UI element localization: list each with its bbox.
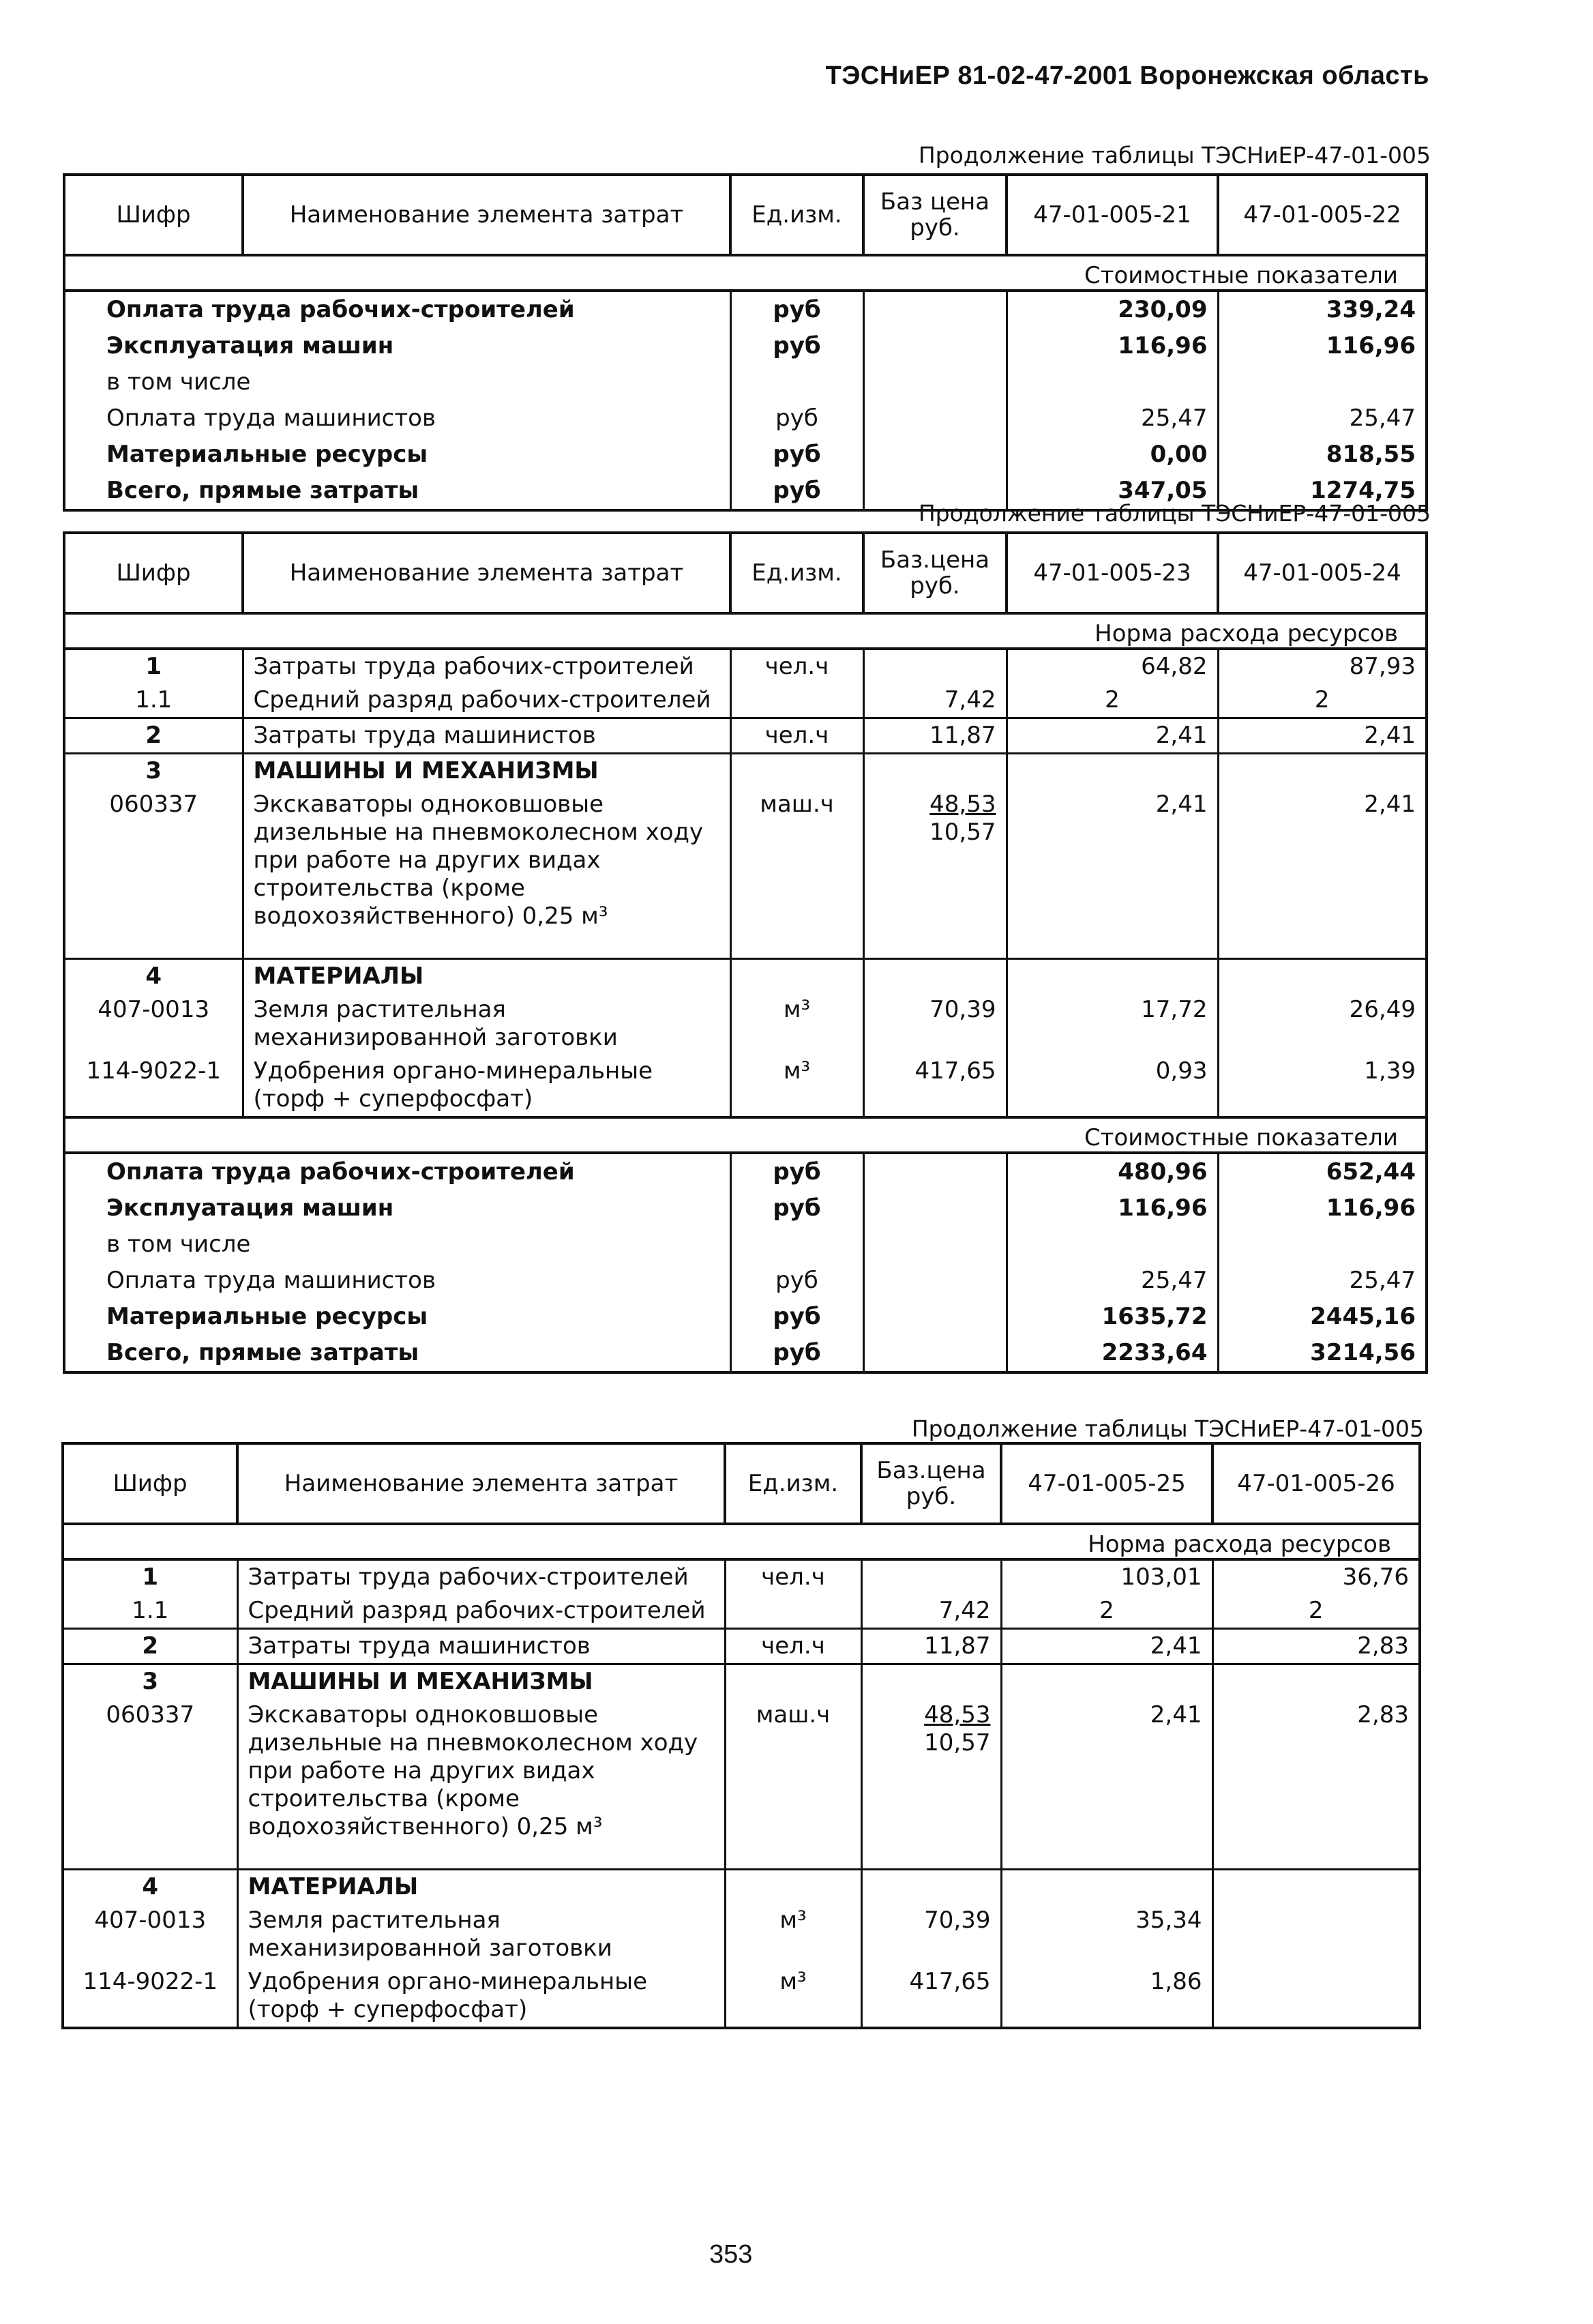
- table-1: [63, 173, 1428, 512]
- col-unit-header: Ед.изм.: [730, 175, 863, 255]
- cost-name: Эксплуатация машин: [64, 1190, 730, 1226]
- col-code-2-header: 47-01-005-24: [1218, 533, 1427, 613]
- group-header-row: [63, 1664, 1420, 1699]
- resource-price: 48,53: [924, 1701, 991, 1729]
- col-name-header: Наименование элемента затрат: [243, 533, 730, 613]
- resource-name: Затраты труда машинистов: [243, 718, 730, 754]
- resource-unit: [730, 683, 863, 718]
- cost-price: [863, 1226, 1007, 1263]
- cost-name: в том числе: [64, 364, 730, 400]
- table-3-caption: Продолжение таблицы ТЭСНиЕР-47-01-005: [911, 1415, 1424, 1442]
- resource-row: [64, 1055, 1427, 1117]
- col-code-header: Шифр: [63, 1443, 237, 1524]
- resource-value-2: 26,49: [1218, 993, 1427, 1055]
- cost-price: [863, 1263, 1007, 1299]
- resource-code: 1: [63, 1559, 237, 1594]
- resource-unit: маш.ч: [725, 1698, 861, 1870]
- cost-value-2: 25,47: [1218, 400, 1427, 437]
- cost-value-1: 116,96: [1007, 1190, 1218, 1226]
- resource-price: 11,87: [861, 1629, 1001, 1664]
- resource-value-1: 1,86: [1001, 1965, 1212, 2028]
- resource-row: [64, 788, 1427, 959]
- resource-unit: м³: [725, 1904, 861, 1965]
- col-unit-header: Ед.изм.: [725, 1443, 861, 1524]
- col-code-header: Шифр: [64, 533, 243, 613]
- cost-name: Всего, прямые затраты: [64, 473, 730, 510]
- resource-row: [64, 649, 1427, 683]
- group-name: МАШИНЫ И МЕХАНИЗМЫ: [237, 1664, 725, 1699]
- cost-value-2: 2445,16: [1218, 1299, 1427, 1335]
- cost-price: [863, 364, 1007, 400]
- cost-unit: руб: [730, 473, 863, 510]
- cost-row: [64, 1226, 1427, 1263]
- cost-row: [64, 437, 1427, 473]
- resource-code: 060337: [63, 1698, 237, 1870]
- resource-value-1: 103,01: [1001, 1559, 1212, 1594]
- resource-value-1: 17,72: [1007, 993, 1218, 1055]
- resource-price: 48,53: [929, 791, 996, 818]
- resource-code: 407-0013: [63, 1904, 237, 1965]
- col-code-2-header: 47-01-005-26: [1212, 1443, 1420, 1524]
- col-code-1-header: 47-01-005-21: [1007, 175, 1218, 255]
- resource-row: [63, 1904, 1420, 1965]
- resource-price: 70,39: [863, 993, 1007, 1055]
- cost-price: [863, 400, 1007, 437]
- resource-value-1: 2: [1001, 1594, 1212, 1629]
- resource-value-2: [1212, 1965, 1420, 2028]
- resource-value-1: 2: [1007, 683, 1218, 718]
- cost-name: Оплата труда рабочих-строителей: [64, 291, 730, 328]
- cost-unit: руб: [730, 1299, 863, 1335]
- resource-value-2: 2: [1212, 1594, 1420, 1629]
- cost-unit: руб: [730, 1335, 863, 1372]
- resource-name: Затраты труда машинистов: [237, 1629, 725, 1664]
- cost-value-1: 347,05: [1007, 473, 1218, 510]
- page-header: ТЭСНиЕР 81-02-47-2001 Воронежская область: [825, 61, 1429, 90]
- resource-value-1: 2,41: [1007, 788, 1218, 959]
- resource-value-2: 2: [1218, 683, 1427, 718]
- resource-name: Земля растительная механизированной заготовки: [243, 993, 730, 1055]
- cost-name: Оплата труда рабочих-строителей: [64, 1153, 730, 1190]
- col-code-1-header: 47-01-005-23: [1007, 533, 1218, 613]
- table-2-totals: [64, 1153, 1427, 1372]
- resource-code: 2: [64, 718, 243, 754]
- resource-value-2: 2,41: [1218, 718, 1427, 754]
- resource-row: [63, 1629, 1420, 1664]
- cost-row: [64, 1299, 1427, 1335]
- group-code: 4: [63, 1870, 237, 1904]
- cost-value-2: [1218, 364, 1427, 400]
- cost-value-1: 116,96: [1007, 328, 1218, 364]
- col-price-header: Баз.цена руб.: [863, 533, 1007, 613]
- resource-value-1: 2,41: [1001, 1629, 1212, 1664]
- cost-name: в том числе: [64, 1226, 730, 1263]
- cost-value-2: 818,55: [1218, 437, 1427, 473]
- resource-value-1: 2,41: [1001, 1698, 1212, 1870]
- cost-row: [64, 400, 1427, 437]
- resource-price: [863, 649, 1007, 683]
- resource-code: 114-9022-1: [64, 1055, 243, 1117]
- cost-name: Оплата труда машинистов: [64, 400, 730, 437]
- resource-unit: чел.ч: [725, 1559, 861, 1594]
- cost-value-1: 2233,64: [1007, 1335, 1218, 1372]
- col-code-2-header: 47-01-005-22: [1218, 175, 1427, 255]
- cost-price: [863, 1190, 1007, 1226]
- resource-row: [63, 1594, 1420, 1629]
- group-code: 3: [63, 1664, 237, 1699]
- resource-unit: [725, 1594, 861, 1629]
- cost-price: [863, 1153, 1007, 1190]
- col-name-header: Наименование элемента затрат: [237, 1443, 725, 1524]
- cost-value-1: [1007, 364, 1218, 400]
- cost-value-2: [1218, 1226, 1427, 1263]
- cost-unit: руб: [730, 328, 863, 364]
- resource-price-operator: 10,57: [929, 819, 996, 846]
- cost-unit: руб: [730, 437, 863, 473]
- resource-name: Экскаваторы одноковшовые дизельные на пневмоколесном ходу при работе на других видах строительства (кроме водохозяйственного) 0,25 м³: [237, 1698, 725, 1870]
- resource-unit: маш.ч: [730, 788, 863, 959]
- cost-name: Материальные ресурсы: [64, 437, 730, 473]
- cost-unit: руб: [730, 1190, 863, 1226]
- resource-value-2: 2,83: [1212, 1698, 1420, 1870]
- cost-value-2: 116,96: [1218, 1190, 1427, 1226]
- resource-code: 2: [63, 1629, 237, 1664]
- cost-value-1: 1635,72: [1007, 1299, 1218, 1335]
- cost-price: [863, 328, 1007, 364]
- col-unit-header: Ед.изм.: [730, 533, 863, 613]
- cost-section-label: Стоимостные показатели: [64, 255, 1427, 291]
- cost-name: Всего, прямые затраты: [64, 1335, 730, 1372]
- cost-name: Эксплуатация машин: [64, 328, 730, 364]
- resource-name: Земля растительная механизированной заготовки: [237, 1904, 725, 1965]
- table-1-caption: Продолжение таблицы ТЭСНиЕР-47-01-005: [918, 142, 1431, 168]
- cost-price: [863, 1299, 1007, 1335]
- resource-row: [64, 683, 1427, 718]
- group-name: МАТЕРИАЛЫ: [237, 1870, 725, 1904]
- resource-code: 1: [64, 649, 243, 683]
- cost-price: [863, 1335, 1007, 1372]
- resource-code: 1.1: [64, 683, 243, 718]
- group-name: МАТЕРИАЛЫ: [243, 959, 730, 994]
- cost-value-1: 480,96: [1007, 1153, 1218, 1190]
- resource-price: 70,39: [861, 1904, 1001, 1965]
- table-2-caption: Продолжение таблицы ТЭСНиЕР-47-01-005: [918, 500, 1431, 527]
- resource-row: [63, 1559, 1420, 1594]
- resource-value-2: 2,41: [1218, 788, 1427, 959]
- resource-price: 417,65: [861, 1965, 1001, 2028]
- cost-unit: [730, 364, 863, 400]
- cost-value-1: [1007, 1226, 1218, 1263]
- col-name-header: Наименование элемента затрат: [243, 175, 730, 255]
- resource-name: Затраты труда рабочих-строителей: [237, 1559, 725, 1594]
- resource-value-1: 2,41: [1007, 718, 1218, 754]
- cost-value-2: 3214,56: [1218, 1335, 1427, 1372]
- resource-name: Экскаваторы одноковшовые дизельные на пневмоколесном ходу при работе на других видах строительства (кроме водохозяйственного) 0,25 м³: [243, 788, 730, 959]
- col-price-header: Баз.цена руб.: [861, 1443, 1001, 1524]
- cost-section-label: Стоимостные показатели: [64, 1117, 1427, 1153]
- cost-row: [64, 1153, 1427, 1190]
- group-name: МАШИНЫ И МЕХАНИЗМЫ: [243, 754, 730, 789]
- cost-row: [64, 1263, 1427, 1299]
- resource-code: 407-0013: [64, 993, 243, 1055]
- cost-unit: руб: [730, 1153, 863, 1190]
- resource-price: 417,65: [863, 1055, 1007, 1117]
- cost-unit: руб: [730, 400, 863, 437]
- cost-row: [64, 328, 1427, 364]
- resource-unit: м³: [730, 993, 863, 1055]
- table-2: [63, 531, 1428, 1374]
- resource-code: 060337: [64, 788, 243, 959]
- norm-section-label: Норма расхода ресурсов: [64, 613, 1427, 649]
- resource-code: 114-9022-1: [63, 1965, 237, 2028]
- cost-unit: [730, 1226, 863, 1263]
- cost-value-2: 339,24: [1218, 291, 1427, 328]
- resource-unit: чел.ч: [730, 649, 863, 683]
- cost-value-1: 25,47: [1007, 1263, 1218, 1299]
- resource-value-2: 1,39: [1218, 1055, 1427, 1117]
- resource-value-2: 87,93: [1218, 649, 1427, 683]
- resource-price: 7,42: [863, 683, 1007, 718]
- resource-name: Средний разряд рабочих-строителей: [243, 683, 730, 718]
- resource-value-2: [1212, 1904, 1420, 1965]
- resource-name: Затраты труда рабочих-строителей: [243, 649, 730, 683]
- resource-unit: м³: [725, 1965, 861, 2028]
- cost-row: [64, 291, 1427, 328]
- table-1-totals: [64, 291, 1427, 510]
- cost-price: [863, 291, 1007, 328]
- group-code: 3: [64, 754, 243, 789]
- resource-price: 11,87: [863, 718, 1007, 754]
- cost-value-2: 116,96: [1218, 328, 1427, 364]
- resource-name: Удобрения органо-минеральные (торф + суперфосфат): [237, 1965, 725, 2028]
- cost-unit: руб: [730, 1263, 863, 1299]
- group-header-row: [64, 754, 1427, 789]
- cost-value-1: 25,47: [1007, 400, 1218, 437]
- resource-name: Удобрения органо-минеральные (торф + суперфосфат): [243, 1055, 730, 1117]
- cost-row: [64, 1190, 1427, 1226]
- resource-value-2: 2,83: [1212, 1629, 1420, 1664]
- resource-row: [63, 1698, 1420, 1870]
- resource-name: Средний разряд рабочих-строителей: [237, 1594, 725, 1629]
- group-header-row: [64, 959, 1427, 994]
- table-3: [61, 1442, 1421, 2029]
- cost-row: [64, 364, 1427, 400]
- table-header-row: [64, 175, 1427, 255]
- resource-row: [63, 1965, 1420, 2028]
- resource-row: [64, 718, 1427, 754]
- col-price-header: Баз цена руб.: [863, 175, 1007, 255]
- cost-value-2: 1274,75: [1218, 473, 1427, 510]
- group-header-row: [63, 1870, 1420, 1904]
- group-code: 4: [64, 959, 243, 994]
- resource-unit: м³: [730, 1055, 863, 1117]
- cost-name: Оплата труда машинистов: [64, 1263, 730, 1299]
- resource-price: [861, 1559, 1001, 1594]
- norm-section-label: Норма расхода ресурсов: [63, 1524, 1420, 1559]
- cost-value-2: 652,44: [1218, 1153, 1427, 1190]
- resource-value-1: 35,34: [1001, 1904, 1212, 1965]
- resource-price-operator: 10,57: [924, 1729, 991, 1756]
- cost-value-1: 230,09: [1007, 291, 1218, 328]
- resource-unit: чел.ч: [725, 1629, 861, 1664]
- resource-value-1: 0,93: [1007, 1055, 1218, 1117]
- resource-code: 1.1: [63, 1594, 237, 1629]
- col-code-1-header: 47-01-005-25: [1001, 1443, 1212, 1524]
- cost-row: [64, 1335, 1427, 1372]
- resource-unit: чел.ч: [730, 718, 863, 754]
- resource-price: 7,42: [861, 1594, 1001, 1629]
- cost-name: Материальные ресурсы: [64, 1299, 730, 1335]
- cost-value-2: 25,47: [1218, 1263, 1427, 1299]
- cost-unit: руб: [730, 291, 863, 328]
- page-number: 353: [709, 2240, 753, 2269]
- cost-price: [863, 437, 1007, 473]
- resource-value-2: 36,76: [1212, 1559, 1420, 1594]
- resource-row: [64, 993, 1427, 1055]
- col-code-header: Шифр: [64, 175, 243, 255]
- resource-value-1: 64,82: [1007, 649, 1218, 683]
- cost-value-1: 0,00: [1007, 437, 1218, 473]
